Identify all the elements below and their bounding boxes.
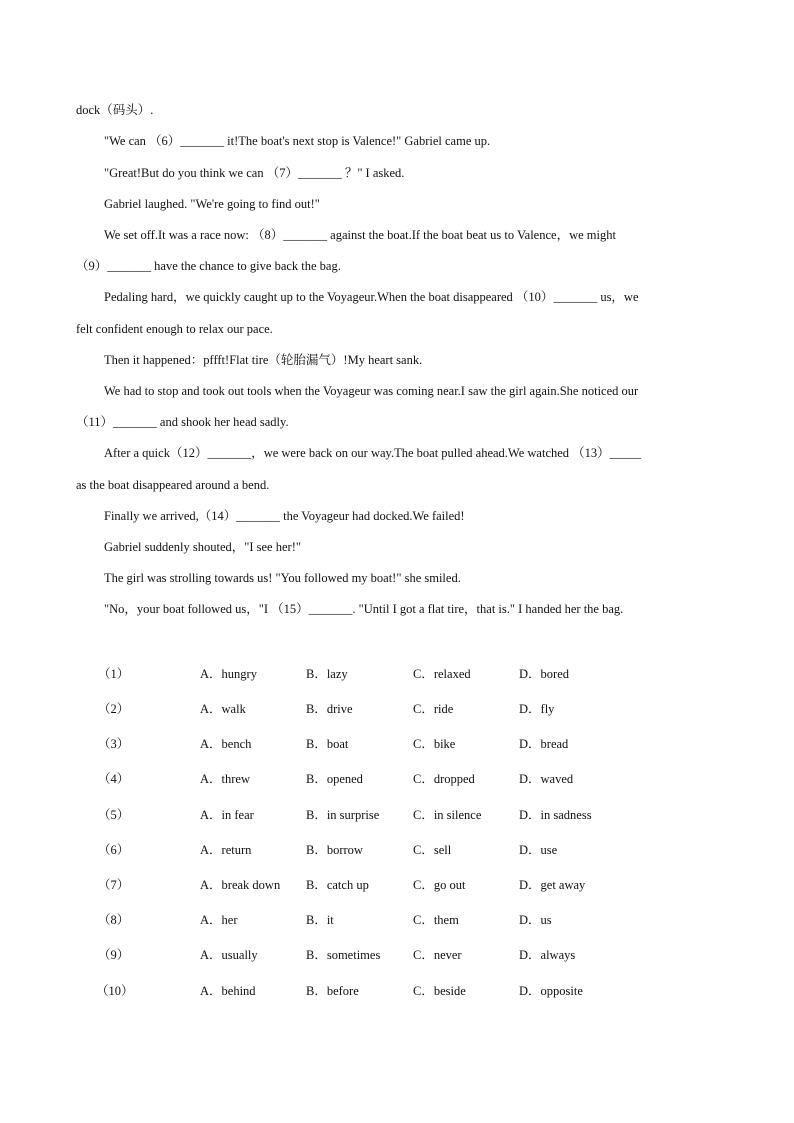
option-d[interactable]: D．bored bbox=[519, 667, 569, 681]
option-b[interactable]: B．drive bbox=[306, 702, 353, 716]
passage-text: "We can （6） bbox=[104, 134, 181, 148]
question-row bbox=[0, 736, 794, 752]
option-d[interactable]: D．always bbox=[519, 948, 576, 962]
option-d[interactable]: D．in sadness bbox=[519, 808, 592, 822]
option-a[interactable]: A．bench bbox=[200, 737, 252, 751]
blank-8[interactable]: _______ bbox=[283, 228, 328, 242]
passage-line bbox=[104, 352, 422, 368]
passage-text: Gabriel laughed. "We're going to find out!" bbox=[104, 197, 320, 211]
passage-text: "No，your boat followed us，"I （15） bbox=[104, 602, 309, 616]
option-a[interactable]: A．break down bbox=[200, 878, 281, 892]
passage-line bbox=[76, 102, 153, 118]
passage-line bbox=[104, 227, 616, 243]
passage-line bbox=[104, 289, 639, 305]
passage-text: dock（码头）. bbox=[76, 103, 154, 117]
passage-line bbox=[104, 383, 638, 399]
option-c[interactable]: C．go out bbox=[413, 878, 466, 892]
option-c[interactable]: C．bike bbox=[413, 737, 456, 751]
passage-text: （9） bbox=[76, 259, 108, 273]
passage-line bbox=[76, 414, 289, 430]
passage-text: Gabriel suddenly shouted，"I see her!" bbox=[104, 540, 301, 554]
passage-text: the Voyageur had docked.We failed! bbox=[280, 509, 465, 523]
passage-text: We had to stop and took out tools when the Voyageur was coming near.I saw the girl again.She noticed our bbox=[104, 384, 639, 398]
question-number: （5） bbox=[98, 808, 130, 822]
passage-text: felt confident enough to relax our pace. bbox=[76, 322, 273, 336]
passage-text: as the boat disappeared around a bend. bbox=[76, 478, 270, 492]
blank-7[interactable]: _______ bbox=[297, 166, 342, 180]
passage-line bbox=[76, 258, 341, 274]
option-d[interactable]: D．fly bbox=[519, 702, 555, 716]
question-number: （4） bbox=[98, 772, 130, 786]
passage-text: Then it happened：pffft!Flat tire（轮胎漏气）!My heart sank. bbox=[104, 353, 423, 367]
blank-12[interactable]: _______ bbox=[207, 446, 252, 460]
passage-text: ？" I asked. bbox=[341, 166, 405, 180]
blank-11[interactable]: _______ bbox=[113, 415, 157, 429]
question-number: （3） bbox=[98, 737, 130, 751]
option-b[interactable]: B．borrow bbox=[306, 843, 363, 857]
question-number: （2） bbox=[98, 702, 130, 716]
passage-line bbox=[104, 508, 465, 524]
option-c[interactable]: C．relaxed bbox=[413, 667, 471, 681]
passage-text: Finally we arrived,（14） bbox=[104, 509, 237, 523]
question-row bbox=[0, 842, 794, 858]
blank-15[interactable]: _______ bbox=[308, 602, 353, 616]
option-c[interactable]: C．beside bbox=[413, 984, 466, 998]
blank-10[interactable]: _______ bbox=[553, 290, 598, 304]
passage-text: We set off.It was a race now: （8） bbox=[104, 228, 284, 242]
option-d[interactable]: D．use bbox=[519, 843, 558, 857]
option-b[interactable]: B．before bbox=[306, 984, 359, 998]
question-row bbox=[0, 912, 794, 928]
passage-line bbox=[104, 570, 461, 586]
passage-text: us，we bbox=[597, 290, 639, 304]
option-b[interactable]: B．it bbox=[306, 913, 334, 927]
question-number: （9） bbox=[98, 948, 130, 962]
option-c[interactable]: C．ride bbox=[413, 702, 454, 716]
question-row bbox=[0, 947, 794, 963]
option-a[interactable]: A．threw bbox=[200, 772, 250, 786]
passage-text: against the boat.If the boat beat us to Valence，we might bbox=[327, 228, 616, 242]
option-b[interactable]: B．in surprise bbox=[306, 808, 380, 822]
blank-14[interactable]: _______ bbox=[236, 509, 281, 523]
question-number: （6） bbox=[98, 843, 130, 857]
option-c[interactable]: C．in silence bbox=[413, 808, 482, 822]
question-number: （10） bbox=[96, 984, 134, 998]
option-b[interactable]: B．opened bbox=[306, 772, 363, 786]
question-row bbox=[0, 807, 794, 823]
blank-6[interactable]: _______ bbox=[180, 134, 225, 148]
question-number: （8） bbox=[98, 913, 130, 927]
passage-line bbox=[104, 165, 404, 181]
question-row bbox=[0, 701, 794, 717]
question-row bbox=[0, 877, 794, 893]
passage-text: and shook her head sadly. bbox=[156, 415, 289, 429]
question-row bbox=[0, 983, 794, 999]
question-row bbox=[0, 666, 794, 682]
passage-text: have the chance to give back the bag. bbox=[151, 259, 341, 273]
question-number: （1） bbox=[98, 667, 130, 681]
passage-line bbox=[104, 601, 623, 617]
option-a[interactable]: A．behind bbox=[200, 984, 256, 998]
option-b[interactable]: B．lazy bbox=[306, 667, 348, 681]
passage-line bbox=[104, 133, 490, 149]
option-c[interactable]: C．never bbox=[413, 948, 462, 962]
option-c[interactable]: C．them bbox=[413, 913, 459, 927]
option-a[interactable]: A．return bbox=[200, 843, 252, 857]
option-a[interactable]: A．walk bbox=[200, 702, 246, 716]
option-b[interactable]: B．boat bbox=[306, 737, 349, 751]
option-c[interactable]: C．dropped bbox=[413, 772, 475, 786]
passage-text: . "Until I got a flat tire，that is." I handed her the bag. bbox=[352, 602, 624, 616]
blank-9[interactable]: _______ bbox=[107, 259, 152, 273]
passage-text: Pedaling hard，we quickly caught up to the Voyageur.When the boat disappeared （10） bbox=[104, 290, 554, 304]
option-a[interactable]: A．hungry bbox=[200, 667, 257, 681]
passage-line bbox=[104, 196, 320, 212]
option-d[interactable]: D．opposite bbox=[519, 984, 583, 998]
option-a[interactable]: A．usually bbox=[200, 948, 258, 962]
passage-text: "Great!But do you think we can （7） bbox=[104, 166, 298, 180]
option-a[interactable]: A．in fear bbox=[200, 808, 254, 822]
passage-text: The girl was strolling towards us! "You followed my boat!" she smiled. bbox=[104, 571, 461, 585]
passage-text: ，we were back on our way.The boat pulled ahead.We watched （13）_____ bbox=[251, 446, 641, 460]
passage-line bbox=[104, 445, 641, 461]
option-b[interactable]: B．sometimes bbox=[306, 948, 381, 962]
option-b[interactable]: B．catch up bbox=[306, 878, 369, 892]
passage-line bbox=[104, 539, 301, 555]
passage-line bbox=[76, 477, 269, 493]
passage-text: （11） bbox=[76, 415, 114, 429]
option-d[interactable]: D．get away bbox=[519, 878, 586, 892]
option-d[interactable]: D．bread bbox=[519, 737, 569, 751]
option-c[interactable]: C．sell bbox=[413, 843, 452, 857]
question-number: （7） bbox=[98, 878, 130, 892]
passage-text: it!The boat's next stop is Valence!" Gabriel came up. bbox=[224, 134, 491, 148]
passage-text: After a quick（12） bbox=[104, 446, 208, 460]
option-d[interactable]: D．us bbox=[519, 913, 552, 927]
question-row bbox=[0, 771, 794, 787]
option-d[interactable]: D．waved bbox=[519, 772, 574, 786]
passage-line bbox=[76, 321, 273, 337]
option-a[interactable]: A．her bbox=[200, 913, 238, 927]
